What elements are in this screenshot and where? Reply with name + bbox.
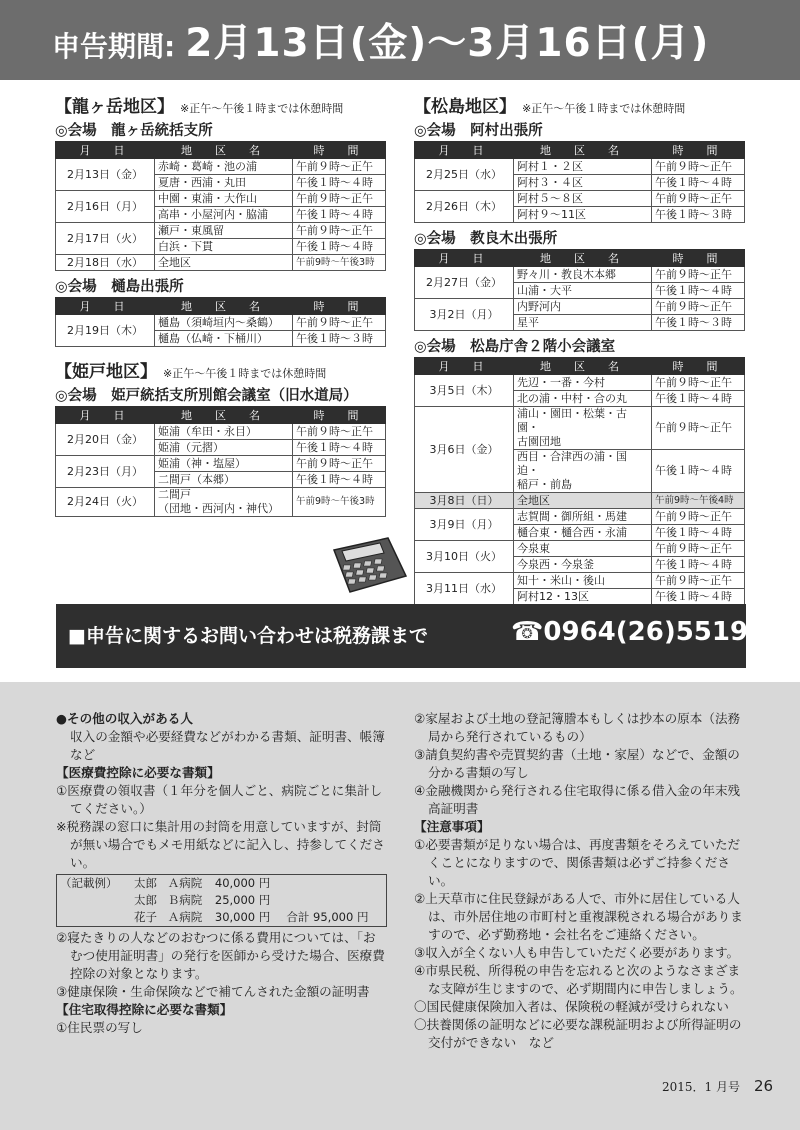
venue-title: ◎会場 姫戸統括支所別館会議室（旧水道局） bbox=[55, 388, 358, 404]
area-cell: 樋合東・樋合西・永浦 bbox=[514, 525, 652, 541]
column-header-area: 地 区 名 bbox=[155, 298, 293, 315]
area-title-text: 【龍ヶ岳地区】 bbox=[55, 97, 174, 117]
date-cell: 3月8日（日） bbox=[415, 493, 514, 509]
venue-title: ◎会場 樋島出張所 bbox=[55, 279, 184, 295]
area-title-text: 【松島地区】 bbox=[414, 97, 516, 117]
note-item-6: 〇扶養関係の証明などに必要な課税証明および所得証明の交付ができない など bbox=[414, 1017, 742, 1050]
venue-title: ◎会場 阿村出張所 bbox=[414, 123, 543, 139]
time-cell: 午後１時～４時 bbox=[652, 175, 745, 191]
example-amount: 40,000 円 bbox=[214, 876, 271, 890]
column-header-area: 地 区 名 bbox=[155, 407, 293, 424]
table-header-row bbox=[415, 250, 745, 267]
note-item-2: ②上天草市に住民登録がある人で、市外に居住している人は、市外居住地の市町村と重複課税される場合がありますので、必ず勤務地・会社名をご連絡ください。 bbox=[414, 891, 743, 942]
area-cell: 白浜・下貫 bbox=[155, 239, 293, 255]
table-row bbox=[56, 255, 386, 271]
note-item-3: ③収入が全くない人も申告していただく必要があります。 bbox=[414, 945, 740, 960]
venue-title: ◎会場 龍ヶ岳統括支所 bbox=[55, 123, 213, 139]
column-header-date: 月 日 bbox=[56, 407, 155, 424]
date-cell: 3月5日（木） bbox=[415, 375, 514, 407]
column-header-date: 月 日 bbox=[415, 358, 514, 375]
schedule-table bbox=[414, 249, 745, 331]
time-cell: 午前９時～正午 bbox=[293, 191, 386, 207]
info-left bbox=[56, 710, 387, 1037]
area-title bbox=[55, 357, 386, 382]
time-cell: 午前９時～正午 bbox=[652, 407, 745, 450]
time-cell: 午後１時～４時 bbox=[293, 440, 386, 456]
date-cell: 2月26日（木） bbox=[415, 191, 514, 223]
contact-phone bbox=[511, 617, 748, 647]
example-total bbox=[283, 892, 386, 909]
contact-label: ■申告に関するお問い合わせは税務課まで bbox=[68, 625, 428, 647]
table-row bbox=[56, 223, 386, 239]
area-cell: 北の浦・中村・合の丸 bbox=[514, 391, 652, 407]
column-header-date: 月 日 bbox=[56, 298, 155, 315]
area-cell: 山浦・大平 bbox=[514, 283, 652, 299]
time-cell: 午後１時～４時 bbox=[652, 283, 745, 299]
housing-heading: 【住宅取得控除に必要な書類】 bbox=[56, 1002, 233, 1017]
date-cell: 3月2日（月） bbox=[415, 299, 514, 331]
period-banner bbox=[0, 0, 800, 80]
table-row bbox=[56, 424, 386, 440]
time-cell: 午前９時～正午 bbox=[652, 541, 745, 557]
date-cell: 3月10日（火） bbox=[415, 541, 514, 573]
area-cell: 内野河内 bbox=[514, 299, 652, 315]
example-total bbox=[283, 875, 386, 892]
phone-icon: ☎ bbox=[511, 617, 544, 647]
time-cell: 午前9時～午後3時 bbox=[293, 488, 386, 517]
example-box bbox=[56, 874, 387, 927]
example-label: （記載例） bbox=[60, 876, 118, 890]
table-row bbox=[415, 267, 745, 283]
other-income-text: 収入の金額や必要経費などがわかる書類、証明書、帳簿など bbox=[70, 729, 385, 762]
date-cell: 2月27日（金） bbox=[415, 267, 514, 299]
schedule-table bbox=[414, 141, 745, 223]
area-cell: 樋島（須崎垣内～桑鶴） bbox=[155, 315, 293, 331]
time-cell: 午後１時～３時 bbox=[293, 331, 386, 347]
table-header-row bbox=[56, 298, 386, 315]
date-cell: 2月23日（月） bbox=[56, 456, 155, 488]
note-item-4: ④市県民税、所得税の申告を忘れると次のようなさまざまな支障が生じますので、必ず期間内に申告しましょう。 bbox=[414, 963, 743, 996]
table-row bbox=[415, 407, 745, 450]
date-cell: 3月9日（月） bbox=[415, 509, 514, 541]
time-cell: 午後１時～４時 bbox=[652, 391, 745, 407]
column-header-time: 時 間 bbox=[293, 407, 386, 424]
area-cell: 浦山・園田・松葉・古園・ 古園団地 bbox=[514, 407, 652, 450]
time-cell: 午前９時～正午 bbox=[293, 424, 386, 440]
area-cell: 阿村９～11区 bbox=[514, 207, 652, 223]
example-hospital: Ａ病院 bbox=[167, 876, 203, 890]
example-hospital: Ａ病院 bbox=[167, 910, 203, 924]
time-cell: 午前９時～正午 bbox=[652, 299, 745, 315]
table-row bbox=[415, 299, 745, 315]
area-cell: 瀬戸・東風留 bbox=[155, 223, 293, 239]
time-cell: 午前９時～正午 bbox=[293, 315, 386, 331]
date-cell: 3月6日（金） bbox=[415, 407, 514, 493]
time-cell: 午後１時～４時 bbox=[293, 207, 386, 223]
area-cell: 阿村１・２区 bbox=[514, 159, 652, 175]
area-cell: 全地区 bbox=[155, 255, 293, 271]
table-row bbox=[415, 509, 745, 525]
area-cell: 星平 bbox=[514, 315, 652, 331]
time-cell: 午前９時～正午 bbox=[293, 223, 386, 239]
time-cell: 午後１時～４時 bbox=[652, 450, 745, 493]
area-cell: 赤崎・葛崎・池の浦 bbox=[155, 159, 293, 175]
issue-label: 2015．1 月号 bbox=[662, 1080, 740, 1094]
venue-title: ◎会場 教良木出張所 bbox=[414, 231, 558, 247]
area-cell: 今泉東 bbox=[514, 541, 652, 557]
contact-bar bbox=[56, 604, 749, 668]
area-cell: 姫浦（牟田・永目） bbox=[155, 424, 293, 440]
time-cell: 午後１時～３時 bbox=[652, 207, 745, 223]
example-name: 太郎 bbox=[133, 893, 157, 907]
housing-item-1: ①住民票の写し bbox=[56, 1020, 143, 1035]
medical-item-3: ③健康保険・生命保険などで補てんされた金額の証明書 bbox=[56, 984, 370, 999]
column-header-area: 地 区 名 bbox=[514, 250, 652, 267]
example-name: 太郎 bbox=[133, 876, 157, 890]
medical-note: ※税務課の窓口に集計用の封筒を用意していますが、封筒が無い場合でもメモ用紙などに記入し、持参してください。 bbox=[56, 819, 385, 870]
housing-item-2: ②家屋および土地の登記簿謄本もしくは抄本の原本（法務局から発行されているもの） bbox=[414, 711, 741, 744]
area-note: ※正午～午後１時までは休憩時間 bbox=[180, 102, 344, 115]
date-cell: 2月24日（火） bbox=[56, 488, 155, 517]
left-schedule-column bbox=[55, 92, 386, 527]
date-cell: 2月16日（月） bbox=[56, 191, 155, 223]
example-total: 合計 95,000 円 bbox=[286, 910, 369, 924]
time-cell: 午前９時～正午 bbox=[652, 509, 745, 525]
area-cell: 樋島（仏崎・下桶川） bbox=[155, 331, 293, 347]
area-cell: 高串・小屋河内・脇浦 bbox=[155, 207, 293, 223]
column-header-date: 月 日 bbox=[415, 250, 514, 267]
column-header-time: 時 間 bbox=[293, 298, 386, 315]
example-name: 花子 bbox=[133, 910, 157, 924]
page-number: 26 bbox=[754, 1077, 774, 1095]
area-cell: 今泉西・今泉釜 bbox=[514, 557, 652, 573]
area-cell: 姫浦（元摺） bbox=[155, 440, 293, 456]
date-cell: 3月11日（水） bbox=[415, 573, 514, 605]
column-header-area: 地 区 名 bbox=[155, 142, 293, 159]
area-title bbox=[55, 92, 386, 117]
schedule-table bbox=[414, 357, 745, 621]
time-cell: 午前9時～午後4時 bbox=[652, 493, 745, 509]
venue-title: ◎会場 松島庁舎２階小会議室 bbox=[414, 339, 616, 355]
note-item-1: ①必要書類が足りない場合は、再度書類をそろえていただくことになりますので、関係書類は必ずご持参ください。 bbox=[414, 837, 741, 888]
column-header-time: 時 間 bbox=[652, 142, 745, 159]
area-cell: 姫浦（神・塩屋） bbox=[155, 456, 293, 472]
area-cell: 二間戸 （団地・西河内・神代） bbox=[155, 488, 293, 517]
area-cell: 阿村12・13区 bbox=[514, 589, 652, 605]
note-item-5: 〇国民健康保険加入者は、保険税の軽減が受けられない bbox=[414, 999, 729, 1014]
right-schedule-column bbox=[414, 92, 745, 631]
area-cell: 野々川・教良木本郷 bbox=[514, 267, 652, 283]
table-row bbox=[56, 456, 386, 472]
table-header-row bbox=[415, 358, 745, 375]
time-cell: 午後１時～４時 bbox=[652, 589, 745, 605]
housing-item-4: ④金融機関から発行される住宅取得に係る借入金の年末残高証明書 bbox=[414, 783, 741, 816]
table-row bbox=[415, 541, 745, 557]
time-cell: 午前９時～正午 bbox=[293, 456, 386, 472]
time-cell: 午前９時～正午 bbox=[293, 159, 386, 175]
time-cell: 午前９時～正午 bbox=[652, 267, 745, 283]
footer bbox=[662, 1077, 773, 1095]
area-title-text: 【姫戸地区】 bbox=[55, 362, 157, 382]
banner-title bbox=[52, 12, 709, 68]
table-row bbox=[56, 315, 386, 331]
schedule-table bbox=[55, 141, 386, 271]
date-cell: 2月20日（金） bbox=[56, 424, 155, 456]
table-row bbox=[415, 573, 745, 589]
column-header-time: 時 間 bbox=[293, 142, 386, 159]
area-note: ※正午～午後１時までは休憩時間 bbox=[522, 102, 686, 115]
date-cell: 2月19日（木） bbox=[56, 315, 155, 347]
area-cell: 西目・合津西の浦・国迫・ 稲戸・前島 bbox=[514, 450, 652, 493]
schedule-table bbox=[55, 297, 386, 347]
area-cell: 知十・米山・後山 bbox=[514, 573, 652, 589]
area-cell: 全地区 bbox=[514, 493, 652, 509]
date-cell: 2月18日（水） bbox=[56, 255, 155, 271]
medical-item-2: ②寝たきりの人などのおむつに係る費用については、「おむつ使用証明書」の発行を医師から受けた場合、医療費控除の対象となります。 bbox=[56, 930, 385, 981]
time-cell: 午前９時～正午 bbox=[652, 375, 745, 391]
column-header-date: 月 日 bbox=[415, 142, 514, 159]
notes-heading: 【注意事項】 bbox=[414, 819, 490, 834]
time-cell: 午前9時～午後3時 bbox=[293, 255, 386, 271]
banner-dates: 2月13日(金)～3月16日(月) bbox=[185, 21, 710, 66]
table-header-row bbox=[56, 142, 386, 159]
table-header-row bbox=[56, 407, 386, 424]
time-cell: 午後１時～４時 bbox=[652, 525, 745, 541]
phone-number: 0964(26)5519 bbox=[543, 617, 749, 647]
column-header-time: 時 間 bbox=[652, 250, 745, 267]
other-income-heading: ●その他の収入がある人 bbox=[56, 711, 193, 726]
table-row bbox=[415, 375, 745, 391]
area-cell: 阿村５～８区 bbox=[514, 191, 652, 207]
area-cell: 二間戸（本郷） bbox=[155, 472, 293, 488]
table-row bbox=[56, 488, 386, 517]
area-cell: 夏唐・西浦・丸田 bbox=[155, 175, 293, 191]
date-cell: 2月25日（水） bbox=[415, 159, 514, 191]
schedule-table bbox=[55, 406, 386, 517]
column-header-area: 地 区 名 bbox=[514, 358, 652, 375]
table-row bbox=[415, 159, 745, 175]
table-header-row bbox=[415, 142, 745, 159]
time-cell: 午前９時～正午 bbox=[652, 191, 745, 207]
column-header-area: 地 区 名 bbox=[514, 142, 652, 159]
table-row bbox=[56, 159, 386, 175]
time-cell: 午後１時～４時 bbox=[652, 557, 745, 573]
area-note: ※正午～午後１時までは休憩時間 bbox=[163, 367, 327, 380]
table-row bbox=[415, 493, 745, 509]
area-cell: 先辺・一番・今村 bbox=[514, 375, 652, 391]
example-amount: 25,000 円 bbox=[214, 893, 271, 907]
info-right bbox=[414, 710, 747, 1052]
area-cell: 中園・東浦・大作山 bbox=[155, 191, 293, 207]
info-section bbox=[0, 682, 800, 1130]
medical-item-1: ①医療費の領収書（１年分を個人ごと、病院ごとに集計してください。） bbox=[56, 783, 383, 816]
time-cell: 午前９時～正午 bbox=[652, 573, 745, 589]
area-cell: 志賀間・御所組・馬建 bbox=[514, 509, 652, 525]
time-cell: 午後１時～３時 bbox=[652, 315, 745, 331]
banner-prefix: 申告期間: bbox=[52, 30, 176, 63]
time-cell: 午後１時～４時 bbox=[293, 239, 386, 255]
column-header-date: 月 日 bbox=[56, 142, 155, 159]
date-cell: 2月13日（金） bbox=[56, 159, 155, 191]
time-cell: 午後１時～４時 bbox=[293, 472, 386, 488]
area-title bbox=[414, 92, 745, 117]
area-cell: 阿村３・４区 bbox=[514, 175, 652, 191]
table-row bbox=[56, 191, 386, 207]
housing-item-3: ③請負契約書や売買契約書（土地・家屋）などで、金額の分かる書類の写し bbox=[414, 747, 740, 780]
calculator-icon bbox=[326, 536, 410, 598]
example-hospital: Ｂ病院 bbox=[167, 893, 203, 907]
time-cell: 午後１時～４時 bbox=[293, 175, 386, 191]
section-spacer bbox=[55, 521, 386, 527]
table-row bbox=[415, 191, 745, 207]
time-cell: 午前９時～正午 bbox=[652, 159, 745, 175]
date-cell: 2月17日（火） bbox=[56, 223, 155, 255]
example-amount: 30,000 円 bbox=[214, 910, 271, 924]
medical-heading: 【医療費控除に必要な書類】 bbox=[56, 765, 220, 780]
column-header-time: 時 間 bbox=[652, 358, 745, 375]
